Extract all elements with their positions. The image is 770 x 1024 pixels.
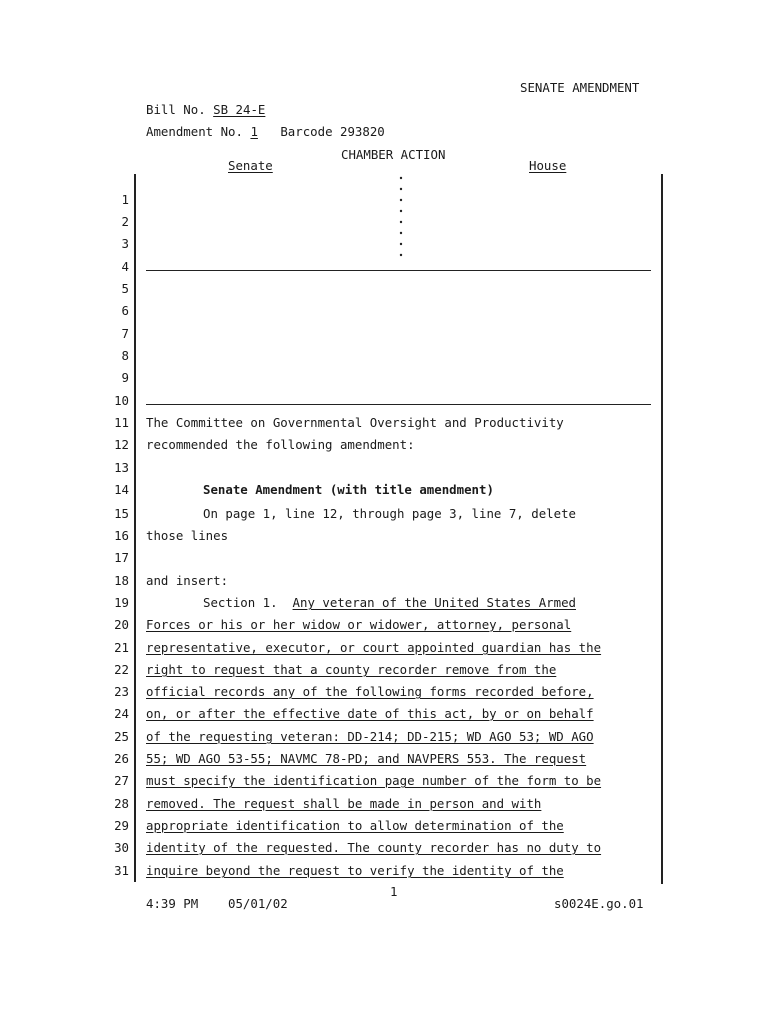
line-number: 3 [121,236,129,251]
inserted-text: right to request that a county recorder remove from the [146,662,557,677]
section-1-line [203,595,576,610]
line-number: 17 [114,550,129,565]
amendment-label: Amendment No. [146,124,243,139]
amendment-heading: Senate Amendment (with title amendment) [203,482,494,497]
line-number: 16 [114,528,129,543]
line-number: 12 [114,437,129,452]
bill-label: Bill No. [146,102,206,117]
inserted-text: inquire beyond the request to verify the identity of the [146,863,564,878]
right-margin-bar [661,174,663,884]
line-number: 18 [114,573,129,588]
line-number: 26 [114,751,129,766]
line-number: 27 [114,773,129,788]
line-number: 15 [114,506,129,521]
line-number: 13 [114,460,129,475]
line-number: 20 [114,617,129,632]
left-margin-bar [134,174,136,882]
line-number: 23 [114,684,129,699]
line-number: 14 [114,482,129,497]
inserted-text: must specify the identification page number of the form to be [146,773,602,788]
footer-date: 05/01/02 [228,896,288,911]
delete-instruction: On page 1, line 12, through page 3, line 7, delete [203,506,576,521]
line-number: 4 [121,259,129,274]
amendment-number-line [146,124,385,139]
committee-line: The Committee on Governmental Oversight and Productivity [146,415,564,430]
amendment-number: 1 [250,124,258,139]
line-number: 19 [114,595,129,610]
line-number: 22 [114,662,129,677]
delete-instruction-cont: those lines [146,528,229,543]
line-number: 10 [114,393,129,408]
line-number: 2 [121,214,129,229]
line-number: 30 [114,840,129,855]
inserted-text: official records any of the following forms recorded before, [146,684,594,699]
line-number: 7 [121,326,129,341]
line-number: 21 [114,640,129,655]
house-label: House [529,158,567,173]
inserted-text: of the requesting veteran: DD-214; DD-215; WD AGO 53; WD AGO [146,729,594,744]
line-number: 29 [114,818,129,833]
line-number: 11 [114,415,129,430]
chamber-action-rule [146,270,651,271]
line-number: 5 [121,281,129,296]
line-number: 6 [121,303,129,318]
inserted-text: Any veteran of the United States Armed [292,595,577,610]
inserted-text: Forces or his or her widow or widower, attorney, personal [146,617,572,632]
footer-time: 4:39 PM [146,896,199,911]
bill-number-line [146,102,265,117]
senate-label: Senate [228,158,273,173]
insert-instruction: and insert: [146,573,229,588]
bill-number: SB 24-E [213,102,266,117]
line-number: 24 [114,706,129,721]
barcode: Barcode 293820 [280,124,385,139]
inserted-text: identity of the requested. The county recorder has no duty to [146,840,602,855]
section-1-label: Section 1. [203,595,278,610]
line-number: 25 [114,729,129,744]
inserted-text: on, or after the effective date of this act, by or on behalf [146,706,594,721]
inserted-text: 55; WD AGO 53-55; NAVMC 78-PD; and NAVPERS 553. The request [146,751,587,766]
chamber-dotted-divider [398,176,406,266]
line-number: 1 [121,192,129,207]
line-number: 8 [121,348,129,363]
recommendation-line: recommended the following amendment: [146,437,415,452]
footer-doc-code: s0024E.go.01 [554,896,644,911]
inserted-text: representative, executor, or court appointed guardian has the [146,640,602,655]
inserted-text: appropriate identification to allow determination of the [146,818,564,833]
line-number: 28 [114,796,129,811]
line-number: 9 [121,370,129,385]
chamber-action-title: CHAMBER ACTION [341,147,446,162]
page-number: 1 [390,884,398,899]
document-type: SENATE AMENDMENT [520,80,640,95]
floor-action-rule [146,404,651,405]
line-number: 31 [114,863,129,878]
inserted-text: removed. The request shall be made in person and with [146,796,542,811]
